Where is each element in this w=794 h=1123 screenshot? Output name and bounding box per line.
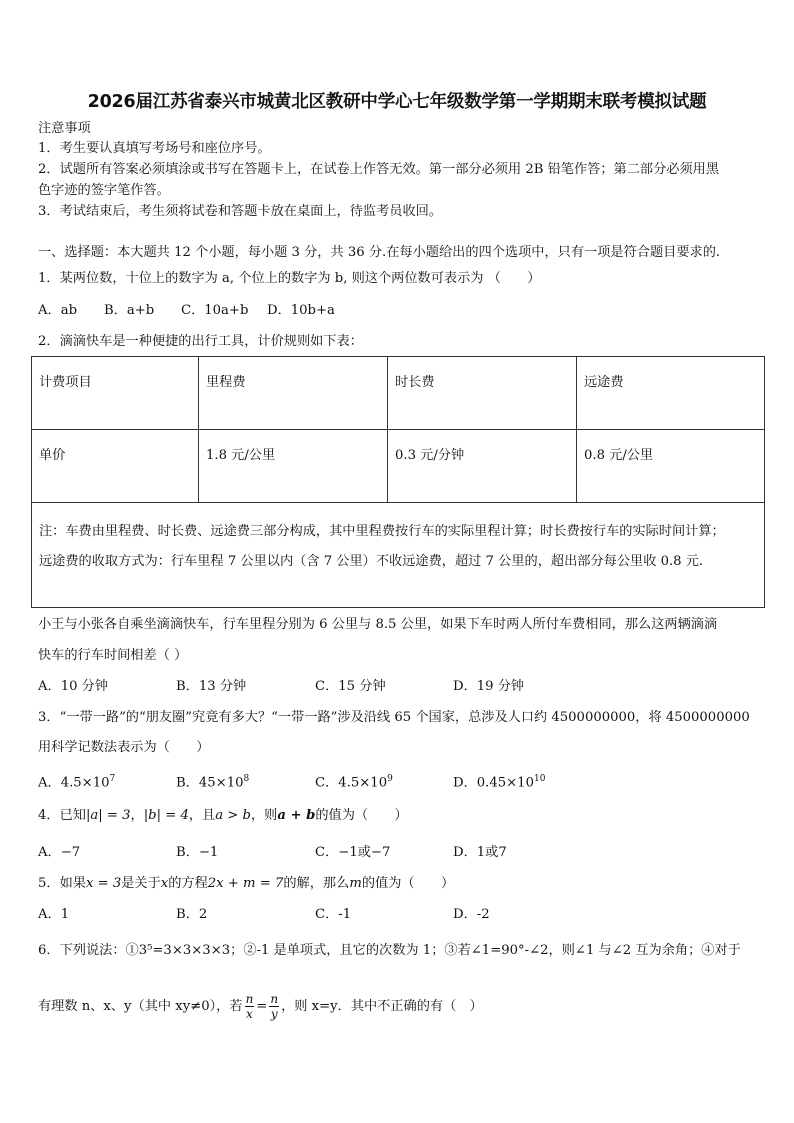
section-heading: 一、选择题：本大题共 12 个小题，每小题 3 分，共 36 分.在每小题给出的四个选项中，只有一项是符合题目要求的.	[38, 245, 721, 260]
question-1-option-a: A．ab	[38, 303, 78, 318]
question-2-stem: 2．滴滴快车是一种便捷的出行工具，计价规则如下表：	[38, 334, 363, 349]
fee-table	[31, 356, 765, 608]
fraction-n-over-y: $\frac{n}{y}$	[270, 992, 279, 1021]
table-header-cell: 里程费	[199, 357, 388, 430]
question-1-option-b: B．a+b	[104, 303, 155, 318]
question-3-option-d: D．$0.45\times 10^{10}$	[453, 774, 546, 791]
question-3-option-c: C．$4.5\times 10^9$	[315, 774, 393, 791]
notice-heading: 注意事项	[38, 121, 91, 136]
notice-item: 色字迹的签字笔作答。	[38, 183, 170, 198]
question-3-stem: 用科学记数法表示为（ ）	[38, 740, 210, 755]
question-2-option-c: C．15 分钟	[315, 679, 386, 694]
question-2-stem-continued: 小王与小张各自乘坐滴滴快车，行车里程分别为 6 公里与 8.5 公里，如果下车时两人所付车费相同，那么这两辆滴滴	[38, 617, 718, 632]
notice-item: 1．考生要认真填写考场号和座位序号。	[38, 141, 271, 156]
question-4-stem: 4．已知|a| = 3，|b| = 4，且a > b，则a + b的值为（ ）	[38, 808, 408, 823]
question-5-option-c: C．-1	[315, 907, 352, 922]
question-5-option-a: A．1	[38, 907, 70, 922]
question-1-option-c: C．10a+b	[181, 303, 249, 318]
table-note-line: 注：车费由里程费、时长费、远途费三部分构成，其中里程费按行车的实际里程计算；时长费按行车的实际时间计算；	[39, 524, 725, 539]
question-3-option-a: A．$4.5\times 10^7$	[38, 774, 116, 791]
notice-item: 2．试题所有答案必须填涂或书写在答题卡上，在试卷上作答无效。第一部分必须用 2B 铅笔作答；第二部分必须用黑	[38, 162, 720, 177]
question-6-stem: 6．下列说法：①3⁵=3×3×3×3；②-1 是单项式，且它的次数为 1；③若∠1=90°-∠2，则∠1 与∠2 互为余角；④对于	[38, 943, 741, 958]
table-header-cell: 远途费	[577, 357, 765, 430]
question-6-stem: 有理数 n、x、y（其中 xy≠0），若 $\frac{n}{x}$ = $\frac{n}{y}$ ，则 x=y．其中不正确的有（ ）	[38, 992, 483, 1021]
table-header-cell: 计费项目	[32, 357, 199, 430]
question-4-option-b: B．−1	[176, 845, 219, 860]
table-cell: 0.3 元/分钟	[388, 430, 577, 503]
question-3-stem: 3．“一带一路”的“朋友圈”究竟有多大？“一带一路”涉及沿线 65 个国家，总涉及人口约 4500000000，将 4500000000	[38, 710, 750, 725]
table-cell: 单价	[32, 430, 199, 503]
question-2-option-a: A．10 分钟	[38, 679, 109, 694]
question-4-option-c: C．−1或−7	[315, 845, 391, 860]
question-2-option-b: B．13 分钟	[176, 679, 247, 694]
page-title: 2026届江苏省泰兴市城黄北区教研中学心七年级数学第一学期期末联考模拟试题	[87, 92, 707, 112]
notice-item: 3．考试结束后，考生须将试卷和答题卡放在桌面上，待监考员收回。	[38, 204, 443, 219]
question-5-option-b: B．2	[176, 907, 208, 922]
question-5-option-d: D．-2	[453, 907, 490, 922]
question-1-stem: 1．某两位数，十位上的数字为 a, 个位上的数字为 b, 则这个两位数可表示为 （ ）	[38, 271, 541, 286]
table-cell: 0.8 元/公里	[577, 430, 765, 503]
question-1-option-d: D．10b+a	[267, 303, 335, 318]
question-3-option-b: B．$45\times 10^8$	[176, 774, 250, 791]
fraction-n-over-x: $\frac{n}{x}$	[245, 992, 254, 1021]
question-4-option-a: A．−7	[38, 845, 81, 860]
table-note-line: 远途费的收取方式为：行车里程 7 公里以内（含 7 公里）不收远途费，超过 7 公里的，超出部分每公里收 0.8 元.	[39, 554, 704, 569]
question-4-option-d: D．1或7	[453, 845, 507, 860]
table-header-cell: 时长费	[388, 357, 577, 430]
question-2-option-d: D．19 分钟	[453, 679, 525, 694]
question-2-stem-continued: 快车的行车时间相差（ ）	[38, 648, 188, 663]
table-note	[32, 503, 765, 608]
question-5-stem: 5．如果x = 3是关于x的方程2x + m = 7的解，那么m的值为（ ）	[38, 876, 455, 891]
table-cell: 1.8 元/公里	[199, 430, 388, 503]
